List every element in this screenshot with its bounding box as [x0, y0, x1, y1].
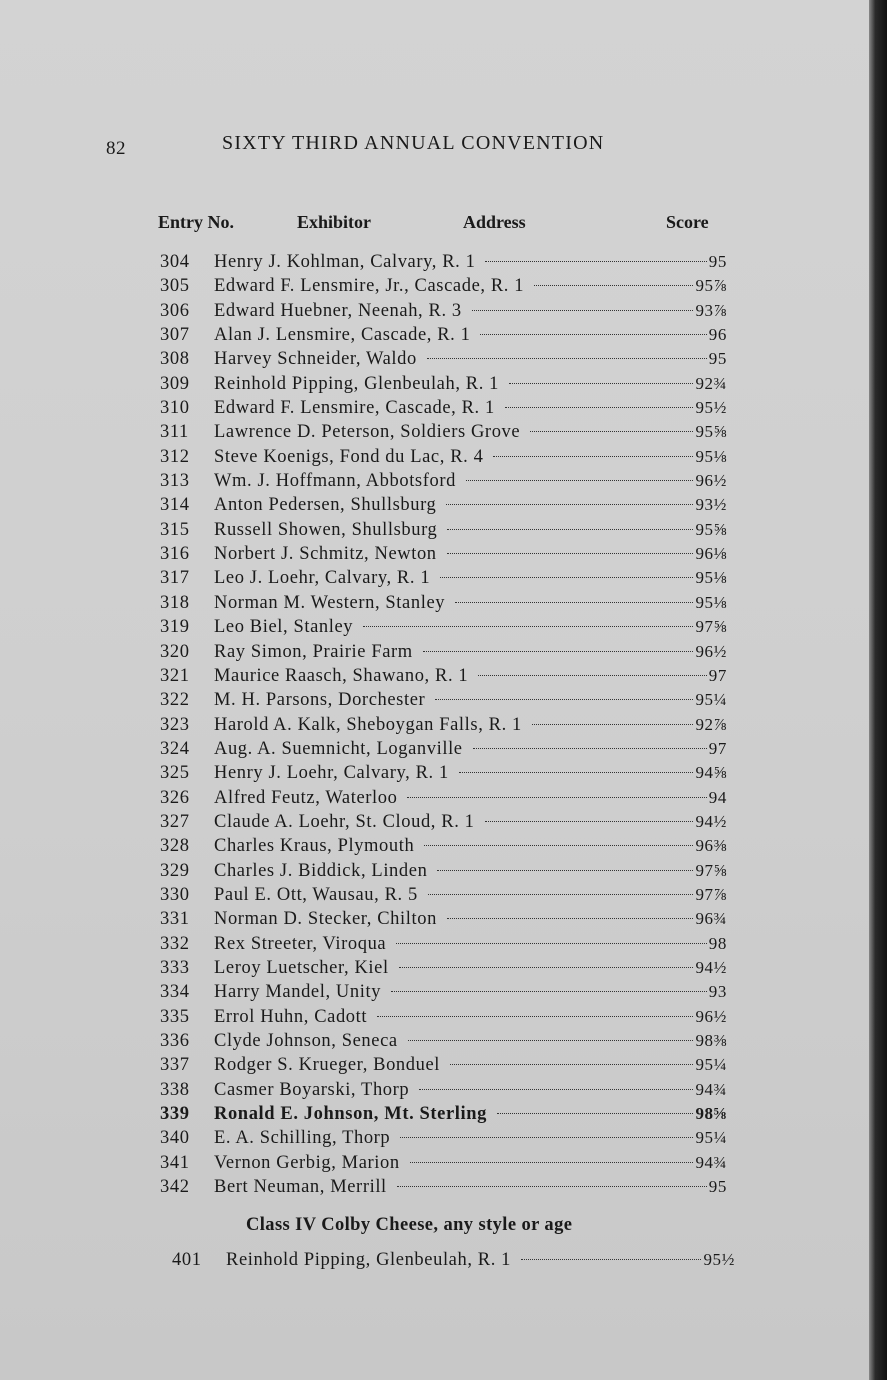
exhibitor-address: Alfred Feutz, Waterloo: [214, 787, 398, 808]
table-row: [0, 398, 887, 422]
dot-leader: [428, 894, 694, 895]
exhibitor-address: Bert Neuman, Merrill: [214, 1177, 387, 1198]
entry-line: [226, 1250, 735, 1271]
table-row: [0, 715, 887, 739]
entry-line: [214, 568, 727, 589]
entry-number: 318: [160, 592, 190, 613]
entry-score: 95¼: [695, 1128, 727, 1148]
entry-score: 96½: [695, 641, 727, 661]
entry-score: 95⅛: [695, 592, 727, 612]
entry-list: [0, 252, 887, 1201]
entry-line: [214, 836, 727, 857]
table-row: [0, 1031, 887, 1055]
table-row: [0, 617, 887, 641]
entry-number: 319: [160, 617, 190, 638]
exhibitor-address: Norbert J. Schmitz, Newton: [214, 544, 437, 565]
entry-line: [214, 642, 727, 663]
entry-line: [214, 1104, 727, 1125]
entry-score: 95: [708, 1177, 727, 1197]
dot-leader: [532, 724, 694, 725]
exhibitor-address: Russell Showen, Shullsburg: [214, 519, 438, 540]
entry-line: [214, 690, 727, 711]
dot-leader: [450, 1064, 693, 1065]
dot-leader: [424, 845, 693, 846]
exhibitor-address: Norman M. Western, Stanley: [214, 592, 446, 613]
entry-score: 97⅝: [695, 617, 727, 637]
exhibitor-address: Henry J. Kohlman, Calvary, R. 1: [214, 252, 476, 272]
table-row: [0, 252, 887, 276]
table-row: [0, 861, 887, 885]
entry-score: 97: [708, 665, 727, 685]
entry-line: [214, 715, 727, 736]
entry-score: 96½: [695, 1006, 727, 1026]
entry-number: 305: [160, 276, 190, 297]
entry-score: 94⅝: [695, 763, 727, 783]
entry-number: 321: [160, 665, 190, 686]
dot-leader: [472, 310, 694, 311]
table-row: [0, 276, 887, 300]
entry-number: 332: [160, 933, 190, 954]
table-row: [0, 349, 887, 373]
exhibitor-address: Leroy Luetscher, Kiel: [214, 957, 389, 978]
entry-line: [214, 301, 727, 322]
table-row: [0, 788, 887, 812]
entry-number: 316: [160, 544, 190, 565]
exhibitor-address: Casmer Boyarski, Thorp: [214, 1079, 410, 1100]
dot-leader: [446, 504, 693, 505]
dot-leader: [437, 870, 693, 871]
dot-leader: [521, 1259, 701, 1260]
table-row: [0, 836, 887, 860]
exhibitor-address: Maurice Raasch, Shawano, R. 1: [214, 665, 469, 686]
entry-score: 95¼: [695, 690, 727, 710]
exhibitor-address: Henry J. Loehr, Calvary, R. 1: [214, 763, 449, 784]
exhibitor-address: Ray Simon, Prairie Farm: [214, 641, 413, 662]
column-header-score: Score: [666, 212, 709, 232]
table-row: [0, 666, 887, 690]
exhibitor-address: Lawrence D. Peterson, Soldiers Grove: [214, 422, 521, 443]
table-row: [0, 374, 887, 398]
entry-line: [214, 763, 727, 784]
dot-leader: [410, 1162, 694, 1163]
entry-score: 94¾: [695, 1152, 727, 1172]
dot-leader: [447, 529, 693, 530]
entry-score: 92⅞: [695, 714, 727, 734]
exhibitor-address: Vernon Gerbig, Marion: [214, 1152, 400, 1173]
entry-number: 337: [160, 1055, 190, 1076]
entry-score: 96⅛: [695, 544, 727, 564]
entry-number: 336: [160, 1031, 190, 1051]
table-row: [0, 642, 887, 666]
dot-leader: [423, 651, 694, 652]
exhibitor-address: E. A. Schilling, Thorp: [214, 1128, 391, 1149]
entry-number: 308: [160, 349, 190, 370]
entry-score: 94½: [695, 957, 727, 977]
entry-score: 94¾: [695, 1079, 727, 1099]
exhibitor-address: Edward F. Lensmire, Jr., Cascade, R. 1: [214, 276, 525, 297]
table-row: [0, 495, 887, 519]
entry-line: [214, 812, 727, 833]
table-row: [0, 958, 887, 982]
dot-leader: [473, 748, 707, 749]
entry-number: 342: [160, 1177, 190, 1198]
entry-score: 94½: [695, 811, 727, 831]
exhibitor-address: Rex Streeter, Viroqua: [214, 933, 387, 954]
dot-leader: [530, 431, 693, 432]
dot-leader: [396, 943, 707, 944]
entry-line: [214, 739, 727, 760]
entry-number: 311: [160, 422, 189, 443]
table-row: [0, 909, 887, 933]
entry-line: [214, 909, 727, 930]
exhibitor-address: Alan J. Lensmire, Cascade, R. 1: [214, 325, 471, 346]
entry-number: 313: [160, 471, 190, 492]
entry-number: 309: [160, 373, 190, 394]
entry-line: [214, 593, 727, 614]
entry-number: 314: [160, 495, 190, 516]
entry-number: 338: [160, 1079, 190, 1100]
exhibitor-address: Harold A. Kalk, Sheboygan Falls, R. 1: [214, 714, 522, 735]
entry-score: 95½: [703, 1250, 735, 1269]
dot-leader: [427, 358, 707, 359]
entry-number: 331: [160, 909, 190, 930]
exhibitor-address: Paul E. Ott, Wausau, R. 5: [214, 884, 418, 905]
dot-leader: [399, 967, 694, 968]
dot-leader: [478, 675, 707, 676]
table-row: [0, 934, 887, 958]
running-head: SIXTY THIRD ANNUAL CONVENTION: [222, 132, 605, 154]
entry-number: 320: [160, 641, 190, 662]
exhibitor-address: Anton Pedersen, Shullsburg: [214, 495, 437, 516]
exhibitor-address: Reinhold Pipping, Glenbeulah, R. 1: [214, 373, 500, 394]
exhibitor-address: M. H. Parsons, Dorchester: [214, 690, 426, 711]
table-row: [0, 1153, 887, 1177]
exhibitor-address: Reinhold Pipping, Glenbeulah, R. 1: [226, 1250, 512, 1270]
entry-number: 310: [160, 398, 190, 419]
entry-score: 98: [708, 933, 727, 953]
entry-number: 327: [160, 811, 190, 832]
entry-number: 333: [160, 957, 190, 978]
dot-leader: [397, 1186, 707, 1187]
entry-score: 98⅜: [695, 1031, 727, 1050]
column-headers: [0, 212, 887, 238]
dot-leader: [440, 577, 693, 578]
entry-number: 341: [160, 1152, 190, 1173]
entry-line: [214, 398, 727, 419]
class-iv-heading: Class IV Colby Cheese, any style or age: [246, 1215, 573, 1235]
dot-leader: [497, 1113, 693, 1114]
entry-score: 95½: [695, 398, 727, 418]
table-row: [0, 982, 887, 1006]
entry-score: 97: [708, 738, 727, 758]
entry-line: [214, 1007, 727, 1028]
entry-score: 96½: [695, 471, 727, 491]
dot-leader: [509, 383, 693, 384]
exhibitor-address: Leo J. Loehr, Calvary, R. 1: [214, 568, 431, 589]
table-row: [0, 520, 887, 544]
entry-score: 95⅛: [695, 446, 727, 466]
table-row: [0, 325, 887, 349]
exhibitor-address: Aug. A. Suemnicht, Loganville: [214, 738, 463, 759]
entry-number: 334: [160, 982, 190, 1003]
page-number: 82: [106, 138, 126, 159]
table-row: [0, 739, 887, 763]
exhibitor-address: Wm. J. Hoffmann, Abbotsford: [214, 471, 456, 492]
entry-line: [214, 471, 727, 492]
entry-line: [214, 1177, 727, 1198]
table-row: [0, 1080, 887, 1104]
entry-line: [214, 1055, 727, 1076]
entry-line: [214, 495, 727, 516]
exhibitor-address: Harry Mandel, Unity: [214, 982, 382, 1003]
entry-number: 306: [160, 300, 190, 321]
exhibitor-address: Errol Huhn, Cadott: [214, 1006, 368, 1027]
table-row: [0, 885, 887, 909]
dot-leader: [459, 772, 694, 773]
entry-score: 95⅞: [695, 276, 727, 296]
entry-score: 97⅞: [695, 884, 727, 904]
table-row: [0, 1104, 887, 1128]
entry-score: 95⅝: [695, 422, 727, 442]
entry-line: [214, 349, 727, 370]
dot-leader: [363, 626, 693, 627]
exhibitor-address: Edward Huebner, Neenah, R. 3: [214, 300, 462, 321]
entry-line: [214, 666, 727, 687]
entry-number: 335: [160, 1006, 190, 1027]
column-header-exhibitor: Exhibitor: [297, 212, 372, 232]
table-row: [0, 763, 887, 787]
table-row: [0, 568, 887, 592]
exhibitor-address: Charles Kraus, Plymouth: [214, 836, 415, 857]
dot-leader: [447, 918, 693, 919]
entry-line: [214, 1031, 727, 1052]
entry-number: 315: [160, 519, 190, 540]
exhibitor-address: Leo Biel, Stanley: [214, 617, 354, 638]
dot-leader: [408, 1040, 694, 1041]
entry-line: [214, 544, 727, 565]
dot-leader: [400, 1137, 693, 1138]
dot-leader: [447, 553, 694, 554]
entry-number: 328: [160, 836, 190, 857]
exhibitor-address: Norman D. Stecker, Chilton: [214, 909, 437, 930]
table-row: [0, 593, 887, 617]
dot-leader: [493, 456, 693, 457]
table-row: [0, 690, 887, 714]
entry-line: [214, 520, 727, 541]
entry-number: 330: [160, 884, 190, 905]
entry-number: 324: [160, 738, 190, 759]
dot-leader: [419, 1089, 693, 1090]
entry-line: [214, 885, 727, 906]
table-row: [0, 301, 887, 325]
entry-line: [214, 276, 727, 297]
entry-number: 312: [160, 446, 190, 467]
entry-line: [214, 252, 727, 273]
exhibitor-address: Steve Koenigs, Fond du Lac, R. 4: [214, 446, 484, 467]
entry-line: [214, 934, 727, 955]
dot-leader: [377, 1016, 693, 1017]
dot-leader: [466, 480, 693, 481]
entry-line: [214, 1153, 727, 1174]
entry-number: 340: [160, 1128, 190, 1149]
table-row: [0, 812, 887, 836]
entry-number: 401: [172, 1250, 202, 1270]
dot-leader: [480, 334, 706, 335]
entry-number: 326: [160, 787, 190, 808]
entry-number: 304: [160, 252, 190, 272]
exhibitor-address: Rodger S. Krueger, Bonduel: [214, 1055, 441, 1076]
column-header-entry: Entry No.: [158, 212, 234, 232]
exhibitor-address: Edward F. Lensmire, Cascade, R. 1: [214, 398, 495, 419]
entry-score: 93: [708, 982, 727, 1002]
entry-line: [214, 422, 727, 443]
exhibitor-address: Charles J. Biddick, Linden: [214, 860, 428, 881]
entry-score: 96¾: [695, 909, 727, 929]
entry-number: 307: [160, 325, 190, 346]
entry-number: 329: [160, 860, 190, 881]
entry-number: 323: [160, 714, 190, 735]
entry-line: [214, 861, 727, 882]
entry-score: 98⅝: [695, 1104, 727, 1124]
table-row: [0, 1055, 887, 1079]
entry-line: [214, 617, 727, 638]
dot-leader: [534, 285, 693, 286]
table-row: [0, 471, 887, 495]
dot-leader: [391, 991, 707, 992]
exhibitor-address: Harvey Schneider, Waldo: [214, 349, 417, 370]
entry-score: 95⅛: [695, 568, 727, 588]
entry-score: 93⅞: [695, 300, 727, 320]
table-row: [0, 447, 887, 471]
exhibitor-address: Clyde Johnson, Seneca: [214, 1031, 398, 1051]
exhibitor-address: Claude A. Loehr, St. Cloud, R. 1: [214, 811, 475, 832]
entry-line: [214, 374, 727, 395]
entry-score: 94: [708, 787, 727, 807]
column-header-address: Address: [463, 212, 526, 232]
entry-line: [214, 1128, 727, 1149]
table-row: [0, 1250, 887, 1274]
entry-score: 97⅝: [695, 860, 727, 880]
table-row: [0, 1177, 887, 1201]
entry-score: 92¾: [695, 373, 727, 393]
entry-line: [214, 788, 727, 809]
entry-score: 95¼: [695, 1055, 727, 1075]
table-row: [0, 1007, 887, 1031]
entry-number: 339: [160, 1104, 190, 1125]
dot-leader: [407, 797, 706, 798]
dot-leader: [435, 699, 693, 700]
dot-leader: [505, 407, 694, 408]
entry-score: 93½: [695, 495, 727, 515]
entry-line: [214, 1080, 727, 1101]
entry-number: 322: [160, 690, 190, 711]
table-row: [0, 422, 887, 446]
exhibitor-address: Ronald E. Johnson, Mt. Sterling: [214, 1104, 488, 1125]
entry-number: 325: [160, 763, 190, 784]
dot-leader: [485, 261, 706, 262]
entry-score: 95⅝: [695, 519, 727, 539]
entry-line: [214, 325, 727, 346]
entry-score: 95: [708, 349, 727, 369]
entry-line: [214, 447, 727, 468]
entry-score: 96: [708, 325, 727, 345]
dot-leader: [455, 602, 693, 603]
entry-line: [214, 982, 727, 1003]
table-row: [0, 544, 887, 568]
entry-score: 96⅜: [695, 836, 727, 856]
entry-score: 95: [708, 252, 727, 271]
entry-line: [214, 958, 727, 979]
dot-leader: [485, 821, 694, 822]
entry-number: 317: [160, 568, 190, 589]
table-row: [0, 1128, 887, 1152]
